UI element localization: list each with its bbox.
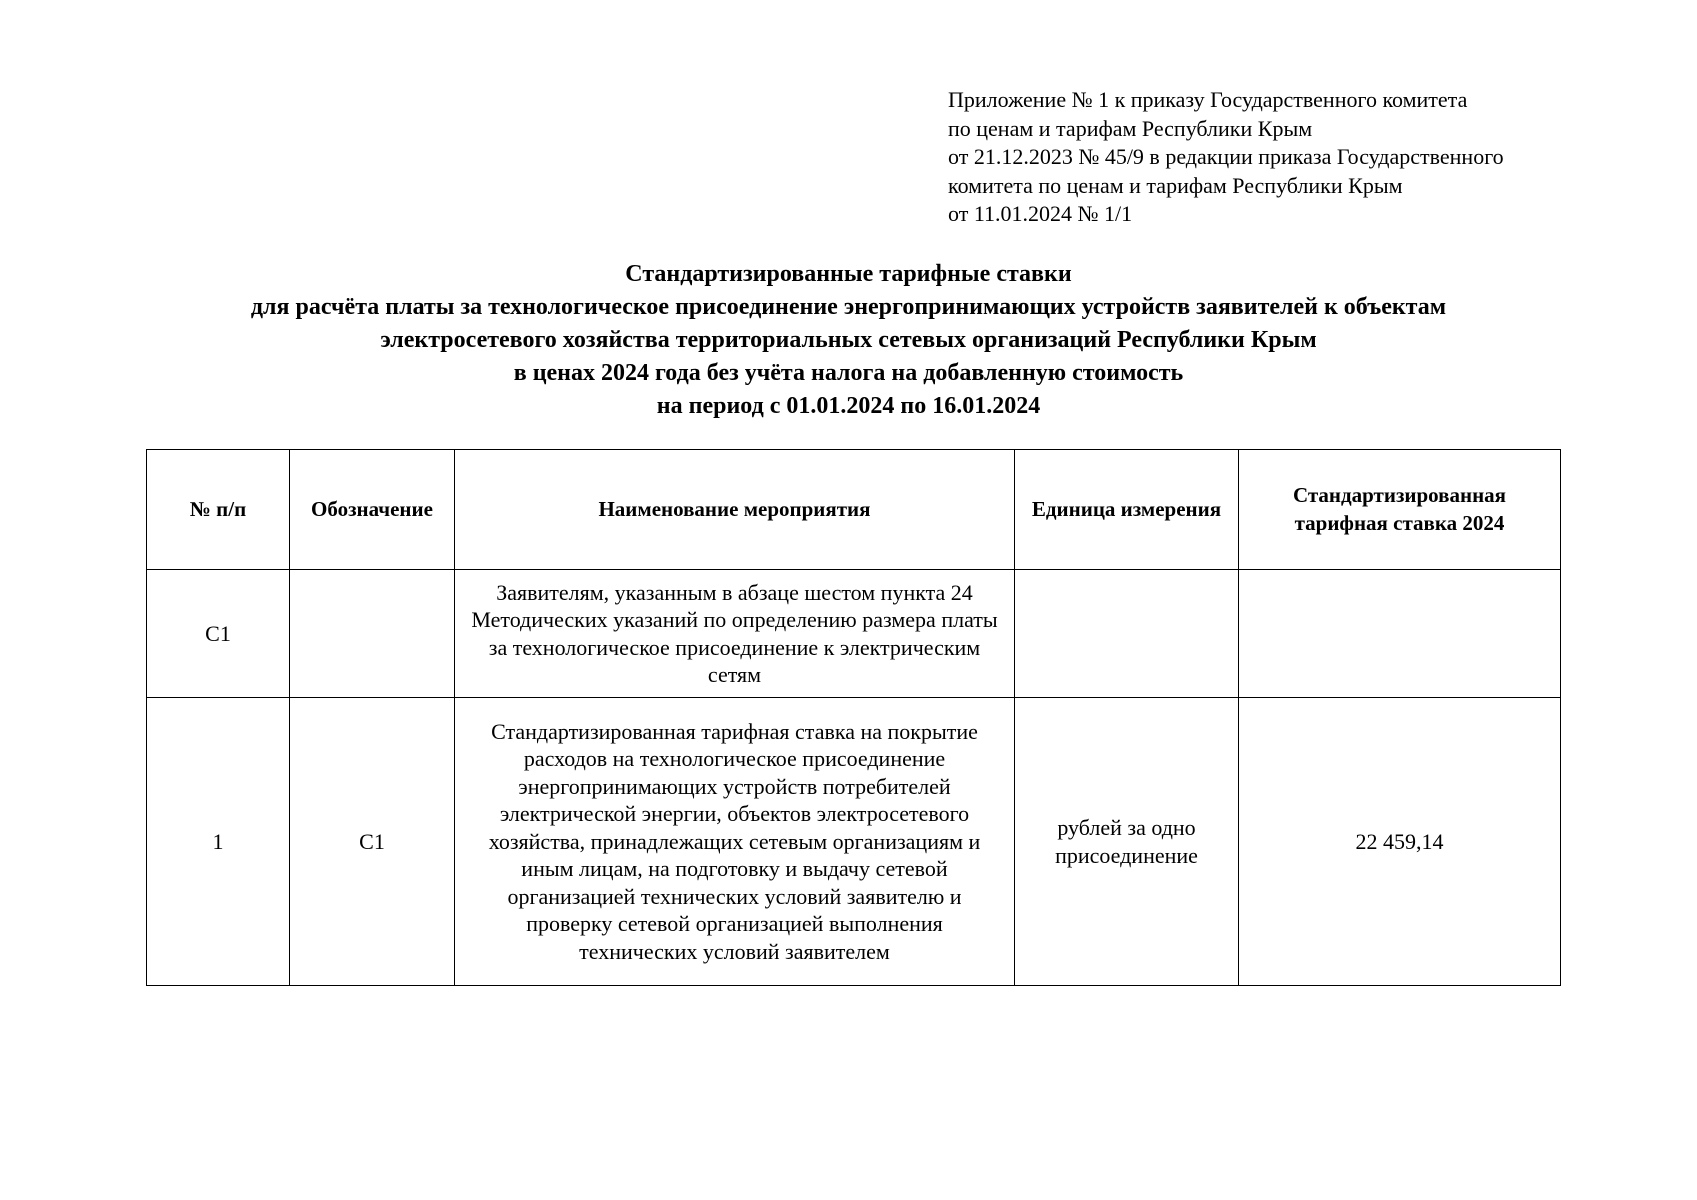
cell-unit: рублей за одно присоединение	[1015, 698, 1239, 986]
cell-name: Стандартизированная тарифная ставка на покрытие расходов на технологическое присоединение энергопринимающих устройств потребителей электрической энергии, объектов электросетевого хозяйства, принадлежащих сетевым организациям и иным лицам, на подготовку и выдачу сетевой организацией технических условий заявителю и проверку сетевой организацией выполнения технических условий заявителем	[455, 698, 1015, 986]
table-row	[147, 698, 1561, 986]
tariff-table	[146, 449, 1561, 986]
appendix-line: комитета по ценам и тарифам Республики Крым	[948, 172, 1403, 198]
cell-unit	[1015, 570, 1239, 698]
header-name: Наименование мероприятия	[455, 450, 1015, 570]
header-num: № п/п	[147, 450, 290, 570]
document-title	[100, 258, 1597, 423]
header-rate: Стандартизированная тарифная ставка 2024	[1239, 450, 1561, 570]
appendix-line: по ценам и тарифам Республики Крым	[948, 115, 1313, 141]
appendix-line: от 11.01.2024 № 1/1	[948, 201, 1133, 226]
cell-num: 1	[147, 698, 290, 986]
appendix-line: Приложение № 1 к приказу Государственного комитета	[948, 87, 1468, 112]
cell-name: Заявителям, указанным в абзаце шестом пункта 24 Методических указаний по определению размера платы за технологическое присоединение к электрическим сетям	[455, 570, 1015, 698]
table-header-row	[147, 450, 1561, 570]
cell-designation	[290, 570, 455, 698]
title-line: электросетевого хозяйства территориальных сетевых организаций Республики Крым	[380, 327, 1317, 353]
title-line: на период с 01.01.2024 по 16.01.2024	[656, 393, 1041, 419]
title-line: Стандартизированные тарифные ставки	[625, 261, 1072, 287]
cell-num: С1	[147, 570, 290, 698]
header-unit: Единица измерения	[1015, 450, 1239, 570]
cell-rate	[1239, 570, 1561, 698]
header-designation: Обозначение	[290, 450, 455, 570]
appendix-line: от 21.12.2023 № 45/9 в редакции приказа Государственного	[948, 144, 1504, 169]
cell-designation: С1	[290, 698, 455, 986]
title-line: в ценах 2024 года без учёта налога на добавленную стоимость	[513, 360, 1184, 386]
table-row	[147, 570, 1561, 698]
cell-rate: 22 459,14	[1239, 698, 1561, 986]
title-line: для расчёта платы за технологическое присоединение энергопринимающих устройств заявителей к объектам	[250, 294, 1447, 320]
appendix-reference	[948, 86, 1648, 229]
